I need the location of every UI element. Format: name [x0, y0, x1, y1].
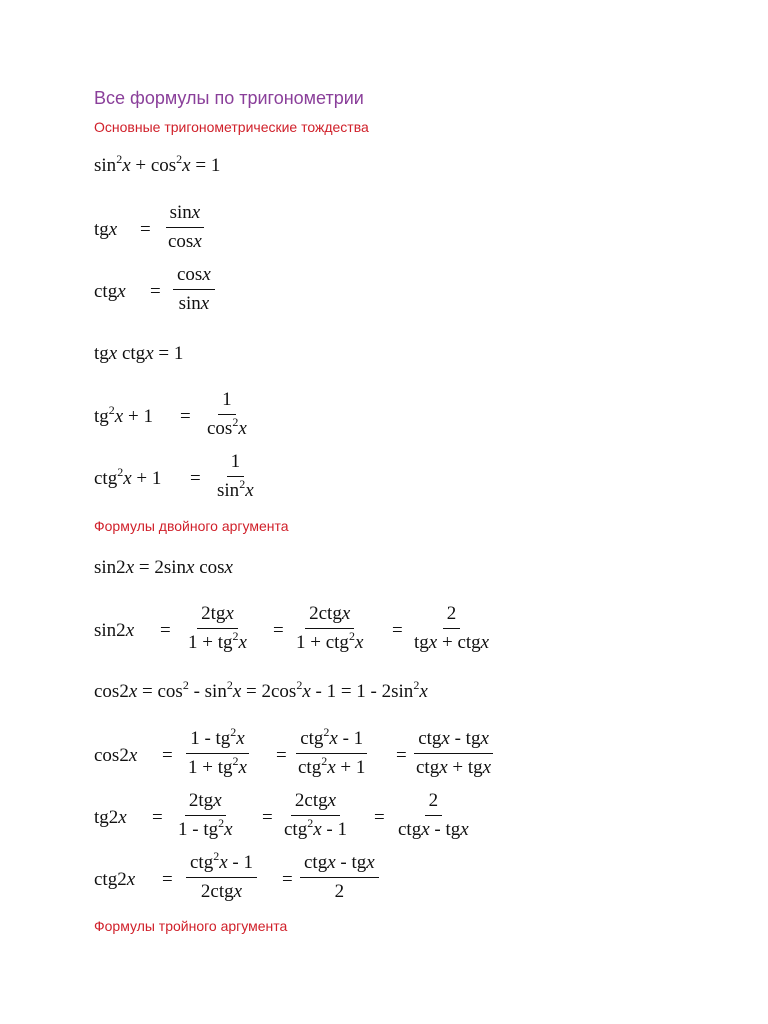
- fraction-1-minus-tg2-over-1-plus-tg2: $\frac{1 - tg^2x}{1 + tg^2x}$: [188, 725, 247, 778]
- fraction-one-over-cos-squared: $\frac{1}{\cos^2x}$: [207, 389, 247, 439]
- page-title: Все формулы по тригонометрии: [94, 88, 364, 108]
- fraction-ctg2-minus-1-over-2ctg: ctg$^2$x - 1 2ctgx: [186, 852, 257, 903]
- fraction-2ctg-over-ctg2-minus-1: 2ctgx ctg$^2$x - 1: [284, 790, 347, 840]
- fraction-ctg-minus-tg-over-ctg-plus-tg: ctgx - tgx ctgx + tgx: [416, 728, 492, 778]
- equals-sign: =: [162, 745, 173, 766]
- equals-sign: =: [180, 406, 191, 427]
- formula-cos-double-via-tg-lhs: cos2x: [94, 745, 138, 766]
- fraction-2-over-tg-plus-ctg: 2 tgx + ctgx: [414, 603, 490, 653]
- equals-sign: =: [140, 219, 151, 240]
- section-basic-identities: Основные тригонометрические тождества: [94, 119, 369, 135]
- fraction-sin-over-cos: $\frac{\sin x}{\cos x}$: [164, 202, 206, 253]
- formula-tg-lhs: tgx: [94, 219, 118, 240]
- formula-ctg-double-lhs: ctg2x: [94, 869, 136, 890]
- equals-sign: =: [162, 869, 173, 890]
- fraction-2-over-ctg-minus-tg: 2 ctgx - tgx: [398, 790, 469, 840]
- formula-sin-double: sin2x = 2sinx cosx: [94, 557, 233, 578]
- equals-sign: =: [276, 745, 287, 766]
- fraction-ctg2-minus-1-over-ctg2-plus-1: ctg$^2$x - 1 ctg$^2$x + 1: [298, 725, 366, 778]
- section-triple-argument: Формулы тройного аргумента: [94, 918, 288, 934]
- formula-ctg-squared-lhs: ctg$^2$x + 1: [94, 465, 162, 489]
- fraction-cos-over-sin: $\frac{\cos x}{\sin x}$: [173, 264, 215, 315]
- equals-sign: =: [273, 620, 284, 641]
- fraction-2tg-over-1-plus-tg2: 2tgx $1 + tg^2x$: [188, 603, 247, 653]
- section-double-argument: Формулы двойного аргумента: [94, 518, 289, 534]
- formula-pythagorean: $\sin^2x + \cos^2x = 1$: [94, 152, 221, 176]
- formula-tg-double-lhs: tg2x: [94, 807, 127, 828]
- fraction-2tg-over-1-minus-tg2: 2tgx $1 - tg^2x$: [178, 790, 233, 840]
- equals-sign: =: [392, 620, 403, 641]
- formula-sin-double-via-tg-lhs: sin2x: [94, 620, 135, 641]
- equals-sign: =: [150, 281, 161, 302]
- formula-tg-ctg-product: tgx ctgx = 1: [94, 343, 184, 364]
- fraction-2ctg-over-1-plus-ctg2: 2ctgx 1 + ctg$^2$x: [296, 603, 364, 653]
- equals-sign: =: [160, 620, 171, 641]
- formula-ctg-lhs: ctgx: [94, 281, 126, 302]
- fraction-one-over-sin-squared: $\frac{1}{\sin^2x}$: [217, 451, 254, 501]
- equals-sign: =: [190, 468, 201, 489]
- equals-sign: =: [374, 807, 385, 828]
- equals-sign: =: [282, 869, 293, 890]
- fraction-ctg-minus-tg-over-2: ctgx - tgx 2: [300, 852, 379, 903]
- equals-sign: =: [262, 807, 273, 828]
- formula-cos-double: $\cos 2x = \cos^2 - \sin^2x = 2\cos^2x - 1 = 1 - 2\sin^2x$: [94, 678, 428, 702]
- equals-sign: =: [396, 745, 407, 766]
- formula-tg-squared-lhs: $tg^2x + 1$: [94, 403, 153, 427]
- equals-sign: =: [152, 807, 163, 828]
